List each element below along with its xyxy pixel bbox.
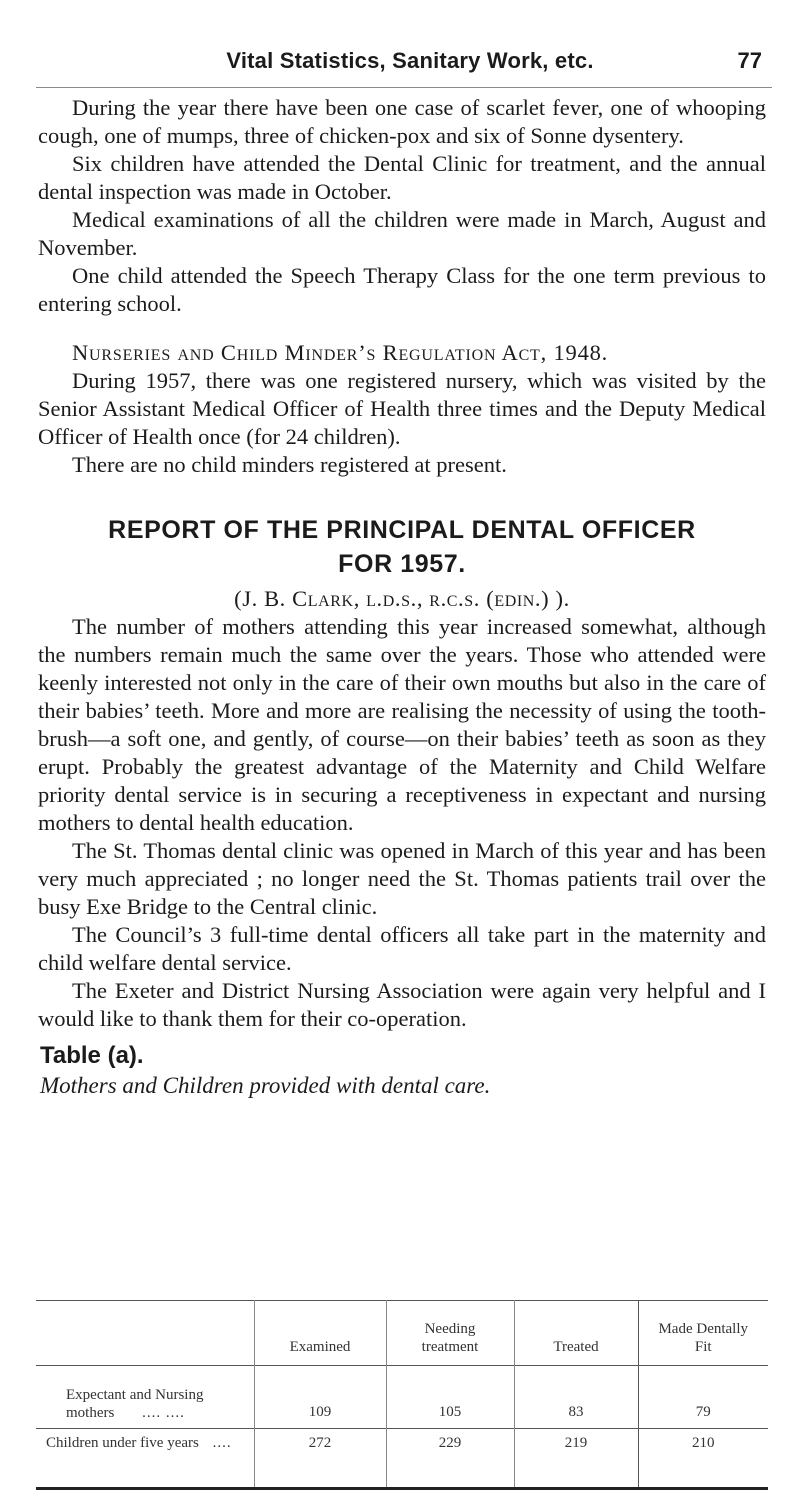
- cell-made-dentally-fit: 210: [638, 1429, 768, 1489]
- paragraph-dental-officers: The Council’s 3 full-time dental officers all take part in the maternity and child welfare dental service.: [38, 922, 766, 975]
- column-treated: Treated: [514, 1301, 638, 1366]
- cell-treated: 219: [514, 1429, 638, 1489]
- cell-needing-treatment: 229: [386, 1429, 514, 1489]
- column-made-dentally-fit: Made Dentally Fit: [638, 1301, 768, 1366]
- row-label-text: Expectant and Nursing mothers: [66, 1387, 204, 1421]
- cell-made-dentally-fit: 79: [638, 1366, 768, 1429]
- paragraph-infectious-cases: During the year there have been one case of scarlet fever, one of whooping cough, one of mumps, three of chicken-pox and six of Sonne dysentery.: [38, 95, 766, 148]
- paragraph-registered-nursery: During 1957, there was one registered nursery, which was visited by the Senior Assistant Medical Officer of Health three times and the Deputy Medical Officer of Health once (for 24 children).: [38, 368, 766, 449]
- paragraph-dental-clinic: Six children have attended the Dental Clinic for treatment, and the annual dental inspection was made in October.: [38, 151, 766, 204]
- report-author: (J. B. Clark, l.d.s., r.c.s. (edin.) ).: [234, 586, 570, 611]
- dental-care-table: [36, 1300, 768, 1490]
- body-text: [38, 94, 766, 1101]
- report-heading-line1: REPORT OF THE PRINCIPAL DENTAL OFFICER: [108, 516, 696, 544]
- running-title: Vital Statistics, Sanitary Work, etc.: [226, 48, 594, 73]
- paragraph-medical-examinations: Medical examinations of all the children were made in March, August and November.: [38, 207, 766, 260]
- row-label-text: Children under five years: [46, 1435, 199, 1451]
- cell-examined: 109: [254, 1366, 386, 1429]
- row-dot-leader: ....: [212, 1435, 232, 1451]
- column-needing-treatment: Needing treatment: [386, 1301, 514, 1366]
- table-header-blank: [36, 1301, 254, 1366]
- row-label-children: [36, 1429, 254, 1489]
- paragraph-mothers-attending: The number of mothers attending this year increased somewhat, although the numbers remain much the same over the years. Those who attended were keenly interested not only in the care of their own mouths but also in the care of their babies’ teeth. More and more are realising the necessity of using the tooth-brush—a soft one, and gently, of course—on their babies’ teeth as soon as they erupt. Probably the greatest advantage of the Maternity and Child Welfare priority dental service is in securing a receptiveness in expectant and nursing mothers to dental health education.: [38, 614, 766, 835]
- paragraph-speech-therapy: One child attended the Speech Therapy Class for the one term previous to entering school.: [38, 263, 766, 316]
- paragraph-child-minders: There are no child minders registered at present.: [72, 452, 507, 477]
- cell-treated: 83: [514, 1366, 638, 1429]
- running-head: [30, 48, 790, 88]
- table-header-row: [36, 1301, 768, 1366]
- report-heading: [38, 513, 766, 581]
- table-caption: Mothers and Children provided with dental care.: [40, 1073, 491, 1098]
- header-rule: [36, 87, 772, 88]
- paragraph-nursing-association: The Exeter and District Nursing Association were again very helpful and I would like to thank them for their co-operation.: [38, 978, 766, 1031]
- row-dot-leader: .... ....: [142, 1405, 185, 1421]
- paragraph-st-thomas-clinic: The St. Thomas dental clinic was opened in March of this year and has been very much appreciated ; no longer need the St. Thomas patients trail over the busy Exe Bridge to the Central clinic.: [38, 838, 766, 919]
- table-row: [36, 1366, 768, 1429]
- table-label: Table (a).: [40, 1042, 144, 1069]
- report-heading-line2: FOR 1957.: [338, 550, 466, 578]
- table-row: [36, 1429, 768, 1489]
- cell-examined: 272: [254, 1429, 386, 1489]
- nurseries-heading: Nurseries and Child Minder’s Regulation Act, 1948.: [72, 340, 609, 365]
- page-number: 77: [737, 48, 762, 73]
- cell-needing-treatment: 105: [386, 1366, 514, 1429]
- column-examined: Examined: [254, 1301, 386, 1366]
- row-label-mothers: [36, 1366, 254, 1429]
